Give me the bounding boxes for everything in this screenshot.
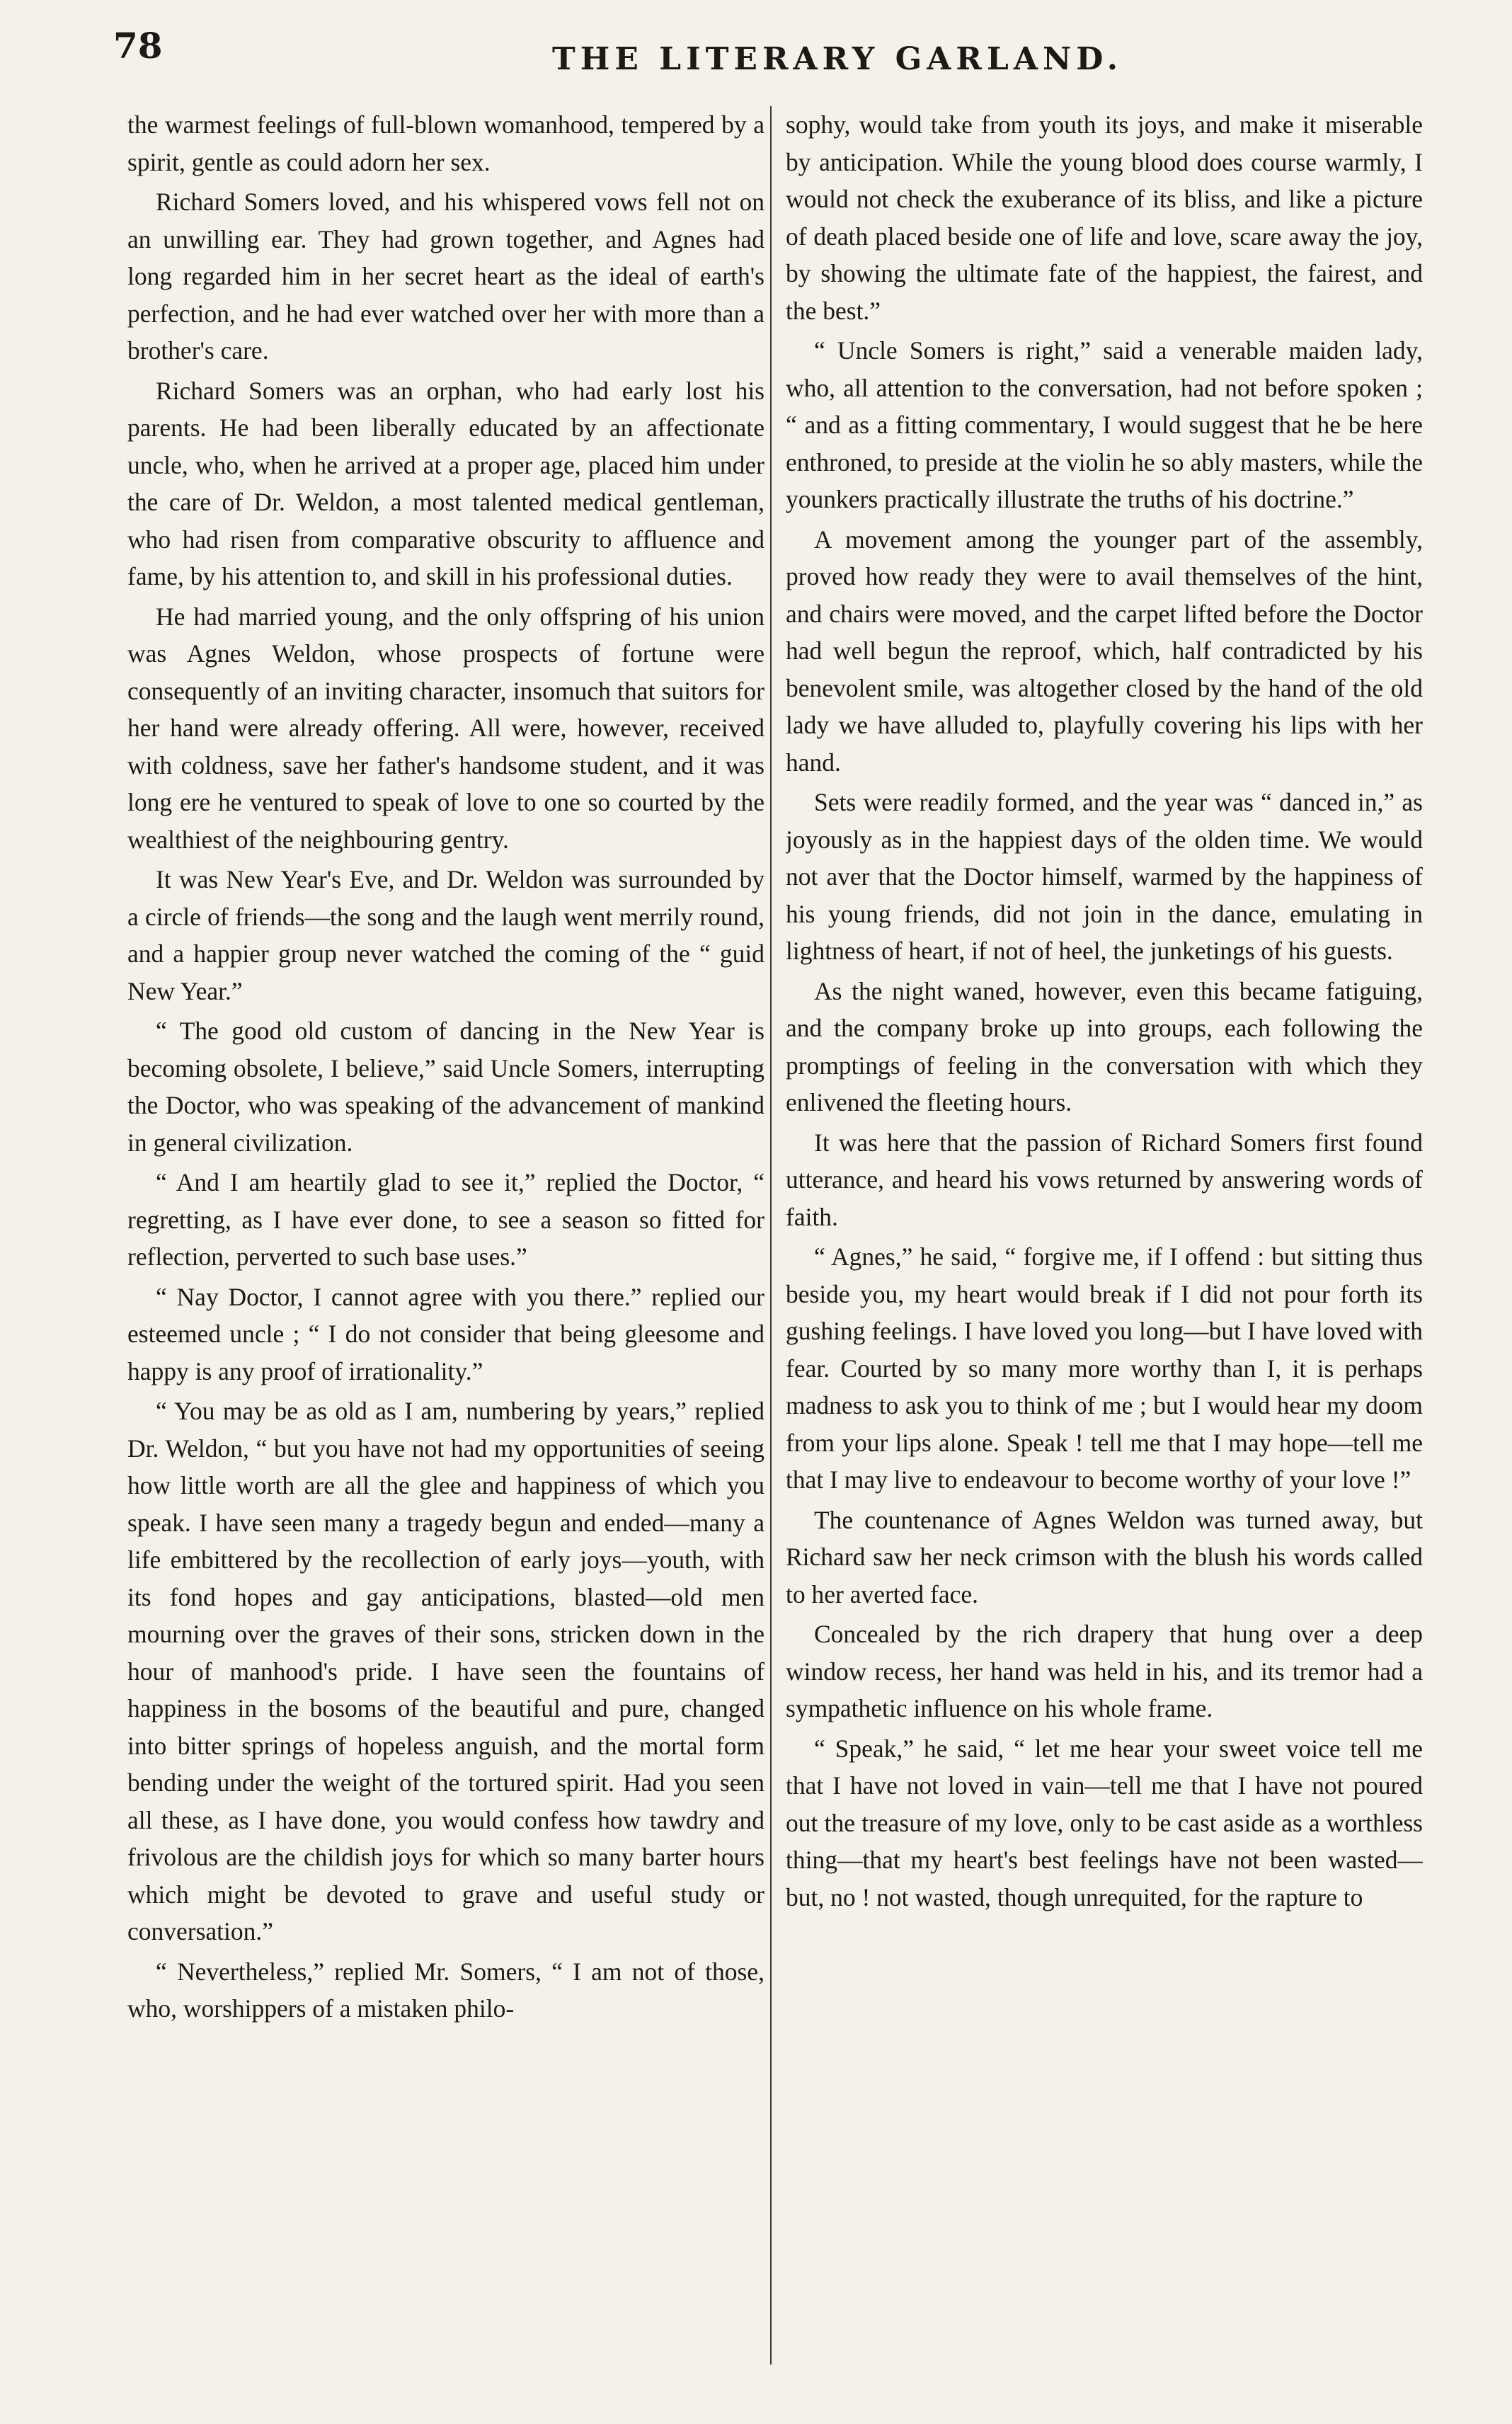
paragraph: “ The good old custom of dancing in the New Year is becoming obsolete, I believe,” said Uncle Somers, interrupting the Doctor, who was speaking of the advancement of mankind in general civilization. (127, 1017, 764, 1157)
paragraph: It was New Year's Eve, and Dr. Weldon was surrounded by a circle of friends—the song and the laugh went merrily round, and a happier group never watched the coming of the “ guid New Year.” (127, 865, 764, 1005)
paragraph: the warmest feelings of full-blown womanhood, tempered by a spirit, gentle as could adorn her sex. (127, 110, 764, 176)
paragraph: Concealed by the rich drapery that hung over a deep window recess, her hand was held in his, and its tremor had a sympathetic influence on his whole frame. (786, 1620, 1423, 1722)
paragraph: A movement among the younger part of the assembly, proved how ready they were to avail themselves of the hint, and chairs were moved, and the carpet lifted before the Doctor had well begun the reproof, which, half contradicted by his benevolent smile, was altogether closed by the hand of the old lady we have alluded to, playfully covering his lips with her hand. (786, 525, 1423, 777)
right-column (786, 106, 1423, 2400)
paragraph: The countenance of Agnes Weldon was turned away, but Richard saw her neck crimson with the blush his words called to her averted face. (786, 1505, 1423, 1608)
paragraph: sophy, would take from youth its joys, and make it miserable by anticipation. While the young blood does course warmly, I would not check the exuberance of its bliss, and like a picture of death placed beside one of life and love, scare away the joy, by showing the ultimate fate of the happiest, the fairest, and the best.” (786, 110, 1423, 325)
page-header (113, 25, 1444, 85)
left-column (127, 106, 764, 2400)
paragraph: “ And I am heartily glad to see it,” replied the Doctor, “ regretting, as I have ever done, to see a season so fitted for reflection, perverted to such base uses.” (127, 1168, 764, 1271)
paragraph: “ Speak,” he said, “ let me hear your sweet voice tell me that I have not loved in vain—tell me that I have not poured out the treasure of my love, only to be cast aside as a worthless thing—that my heart's best feelings have not been wasted—but, no ! not wasted, though unrequited, for the rapture to (786, 1734, 1423, 1911)
running-title: THE LITERARY GARLAND. (552, 41, 1123, 77)
paragraph: Sets were readily formed, and the year was “ danced in,” as joyously as in the happiest days of the olden time. We would not aver that the Doctor himself, warmed by the happiness of his young friends, did not join in the dance, emulating in lightness of heart, if not of heel, the junketings of his guests. (786, 788, 1423, 965)
paragraph: It was here that the passion of Richard Somers first found utterance, and heard his vows returned by answering words of faith. (786, 1128, 1423, 1231)
paragraph: “ Nevertheless,” replied Mr. Somers, “ I am not of those, who, worshippers of a mistaken philo- (127, 1957, 764, 2023)
page-number: 78 (113, 25, 163, 67)
paragraph: Richard Somers was an orphan, who had early lost his parents. He had been liberally educated by an affectionate uncle, who, when he arrived at a proper age, placed him under the care of Dr. Weldon, a most talented medical gentleman, who had risen from comparative obscurity to affluence and fame, by his attention to, and skill in his professional duties. (127, 376, 764, 590)
paragraph: “ Agnes,” he said, “ forgive me, if I offend : but sitting thus beside you, my heart would break if I did not pour forth its gushing feelings. I have loved you long—but I have loved with fear. Courted by so many more worthy than I, it is perhaps madness to ask you to think of me ; but I would hear my doom from your lips alone. Speak ! tell me that I may hope—tell me that I may live to endeavour to become worthy of your love !” (786, 1242, 1423, 1494)
paragraph: “ Uncle Somers is right,” said a venerable maiden lady, who, all attention to the conversation, had not before spoken ; “ and as a fitting commentary, I would suggest that he be here enthroned, to preside at the violin he so ably masters, while the younkers practically illustrate the truths of his doctrine.” (786, 336, 1423, 513)
paragraph: “ Nay Doctor, I cannot agree with you there.” replied our esteemed uncle ; “ I do not consider that being gleesome and happy is any proof of irrationality.” (127, 1282, 764, 1385)
column-divider (770, 106, 772, 2365)
paragraph: He had married young, and the only offspring of his union was Agnes Weldon, whose prospects of fortune were consequently of an inviting character, insomuch that suitors for her hand were already offering. All were, however, received with coldness, save her father's handsome student, and it was long ere he ventured to speak of love to one so courted by the wealthiest of the neighbouring gentry. (127, 602, 764, 854)
paragraph: “ You may be as old as I am, numbering by years,” replied Dr. Weldon, “ but you have not had my opportunities of seeing how little worth are all the glee and happiness of which you speak. I have seen many a tragedy begun and ended—many a life embittered by the recollection of early joys—youth, with its fond hopes and gay anticipations, blasted—old men mourning over the graves of their sons, stricken down in the hour of manhood's pride. I have seen the fountains of happiness in the bosoms of the beautiful and pure, changed into bitter springs of hopeless anguish, and the mortal form bending under the weight of the tortured spirit. Had you seen all these, as I have done, you would confess how tawdry and frivolous are the childish joys for which so many barter hours which might be devoted to grave and useful study or conversation.” (127, 1397, 764, 1945)
paragraph: Richard Somers loved, and his whispered vows fell not on an unwilling ear. They had grown together, and Agnes had long regarded him in her secret heart as the ideal of earth's perfection, and he had ever watched over her with more than a brother's care. (127, 188, 764, 365)
paragraph: As the night waned, however, even this became fatiguing, and the company broke up into groups, each following the promptings of feeling in the conversation with which they enlivened the fleeting hours. (786, 976, 1423, 1116)
